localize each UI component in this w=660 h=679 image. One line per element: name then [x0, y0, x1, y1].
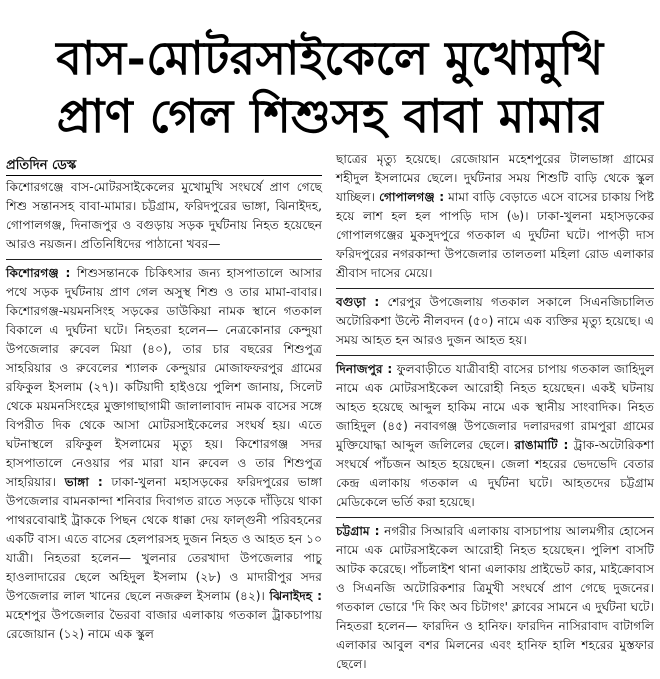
dinajpur-paragraph — [336, 360, 654, 512]
intro-divider — [6, 259, 322, 260]
bhanga-text: ঢাকা-খুলনা মহাসড়কের ফরিদপুরের ভাঙ্গা উপজেলার বামনকান্দা শনিবার দিবাগত রাতে সড়কে দাঁড়িয়ে থাকা পাথরবোঝাই ট্রাককে পিছন থেকে ধাক্কা দেয় ফাল্গুনী পরিবহনের একটি বাস। এতে বাসের হেলপারসহ দুজন নিহত ও আহত হন ১০ যাত্রী। নিহতরা হলেন— খুলনার তেরখাদা উপজেলার পাচু হাওলাদারের ছেলে অহিদুল ইসলাম (২৮) ও মাদারীপুর সদর উপজেলার লাল খানের ছেলে নজরুল ইসলাম (৪২)। — [6, 475, 323, 603]
chattogram-paragraph — [336, 522, 654, 674]
dinajpur-label: দিনাজপুর : — [336, 362, 393, 376]
chattogram-text: নগরীর সিআরবি এলাকায় বাসচাপায় আলমগীর হোসেন নামে এক মোটরসাইকেল আরোহী নিহত হয়েছেন। পুলিশ বাসটি আটক করেছে। পাঁচলাইশ থানা এলাকায় প্রাইভেট কার, মাইক্রোবাস ও সিএনজি অটোরিকশার ত্রিমুখী সংঘর্ষে প্রাণ গেছে দুজনের। গতকাল ভোরে 'দি কিং অব চিটাগং' ক্লাবের সামনে এ দুর্ঘটনা ঘটে। নিহতরা হলেন— ফারদিন ও হানিফ। ফারদিন নাসিরাবাদ বাটাগলি এলাকার আবুল বশর মিলনের এবং হানিফ হালি শহরের মুস্তফার ছেলে। — [336, 524, 654, 671]
gopalganj-text: মামা বাড়ি বেড়াতে এসে বাসের চাকায় পিষ্ট হয়ে লাশ হল হল পাপড়ি দাস (৬)। ঢাকা-খুলনা মহাসড়কের গোপালগঞ্জের মুকসুদপুরে গতকাল এ দুর্ঘটনা ঘটে। পাপড়ী দাস ফরিদপুরের নগরকান্দা উপজেলার তালতলা মহিলা রোড এলাকার শ্রীবাস দাসের মেয়ে। — [336, 190, 655, 280]
kishoreganj-text: শিশুসন্তানকে চিকিৎসার জন্য হাসপাতালে আসার পথে সড়ক দুর্ঘটনায় প্রাণ গেল অসুস্থ শিশু ও তার মামা-বাবার। কিশোরগঞ্জ-ময়মনসিংহ সড়কের ডাউকিয়া নামক স্থানে গতকাল বিকালে এ দুর্ঘটনা ঘটে। নিহতরা হলেন— নেত্রকোনার কেন্দুয়া উপজেলার রুবেল মিয়া (৪০), তার চার বছরের শিশুপুত্র সাহরিয়ার ও রুবেলের শ্যালক কেন্দুয়ার মোজাফফরপুর গ্রামের রফিকুল ইসলাম (২৭)। কটিয়াদী হাইওয়ে পুলিশ জানায়, সিলেট থেকে ময়মনসিংহের মুক্তাগাছাগামী জালালাবাদ নামক বাসের সঙ্গে বিপরীত দিক থেকে আসা মোটরসাইকেলের সংঘর্ষ হয়। এতে ঘটনাস্থলে রফিকুল ইসলামের মৃত্যু হয়। কিশোরগঞ্জ সদর হাসপাতালে নেওয়ার পর মারা যান রুবেল ও তার শিশুপুত্র সাহরিয়ার। — [6, 266, 323, 489]
dinajpur-text: ফুলবাড়ীতে যাত্রীবাহী বাসের চাপায় গতকাল জাহিদুল নামে এক মোটরসাইকেল আরোহী নিহত হয়েছেন। একই ঘটনায় আহত হয়েছে আব্দুল হাকিম নামে এক স্থানীয় সাংবাদিক। নিহত জাহিদুল (৪৫) নবাবগঞ্জ উপজেলার দলারদরগা রামপুরা গ্রামের মুক্তিযোদ্ধা আব্দুল জলিলের ছেলে। — [336, 362, 654, 452]
right-paragraph-1 — [336, 150, 654, 283]
byline-divider — [6, 175, 322, 176]
article-column-left — [6, 178, 322, 649]
kishoreganj-paragraph — [6, 264, 322, 644]
rangamati-label: রাঙামাটি : — [514, 438, 569, 452]
jhenaidah-label: ঝিনাইদহ : — [269, 589, 323, 603]
bogura-label: বগুড়া : — [336, 295, 380, 309]
right-divider-2 — [336, 355, 654, 356]
article-column-right — [336, 150, 654, 679]
right-divider-3 — [336, 517, 654, 518]
kishoreganj-label: কিশোরগঞ্জ : — [6, 266, 71, 280]
jhenaidah-continued-text: ছাত্রের মৃত্যু হয়েছে। রেজোয়ান মহেশপুরের টালভাঙ্গা গ্রামের শহীদুল ইসলামের ছেলে। দুর্ঘটনার সময় শিশুটি বাড়ি থেকে স্কুল যাচ্ছিল। — [336, 152, 654, 204]
headline-line-1: বাস-মোটরসাইকেলে মুখোমুখি — [56, 31, 604, 85]
bogura-paragraph — [336, 293, 654, 350]
jhenaidah-text: মহেশপুর উপজেলার ভৈরবা বাজার এলাকায় গতকাল ট্রাকচাপায় রেজোয়ান (১২) নামে এক স্কুল — [6, 608, 322, 641]
rangamati-text: ট্রাক-অটোরিকশা সংঘর্ষে পাঁচজন আহত হয়েছেন। জেলা শহরের ভেদভেদি বেতার কেন্দ্র এলাকায় গতকাল এ দুর্ঘটনা ঘটে। আহতদের চট্টগ্রাম মেডিকেলে ভর্তি করা হয়েছে। — [336, 438, 654, 509]
bhanga-label: ভাঙ্গা : — [64, 475, 103, 489]
chattogram-label: চট্টগ্রাম : — [336, 524, 380, 538]
byline: প্রতিদিন ডেস্ক — [6, 158, 77, 173]
gopalganj-label: গোপালগঞ্জ : — [379, 190, 445, 204]
intro-paragraph: কিশোরগঞ্জে বাস-মোটরসাইকেলের মুখোমুখি সংঘর্ষে প্রাণ গেছে শিশু সন্তানসহ বাবা-মামার। চট্টগ্রাম, ফরিদপুরের ভাঙ্গা, ঝিনাইদহ, গোপালগঞ্জ, দিনাজপুর ও বগুড়ায় সড়ক দুর্ঘটনায় নিহত হয়েছেন আরও নয়জন। প্রতিনিধিদের পাঠানো খবর— — [6, 180, 322, 251]
bogura-text: শেরপুর উপজেলায় গতকাল সকালে সিএনজিচালিত অটোরিকশা উল্টে নীলবদন (৫০) নামে এক ব্যক্তির মৃত্যু হয়েছে। এ সময় আহত হন আরও দুজন আহত হয়। — [336, 295, 655, 347]
headline-line-2: প্রাণ গেল শিশুসহ বাবা মামার — [56, 89, 604, 143]
right-divider-1 — [336, 288, 654, 289]
